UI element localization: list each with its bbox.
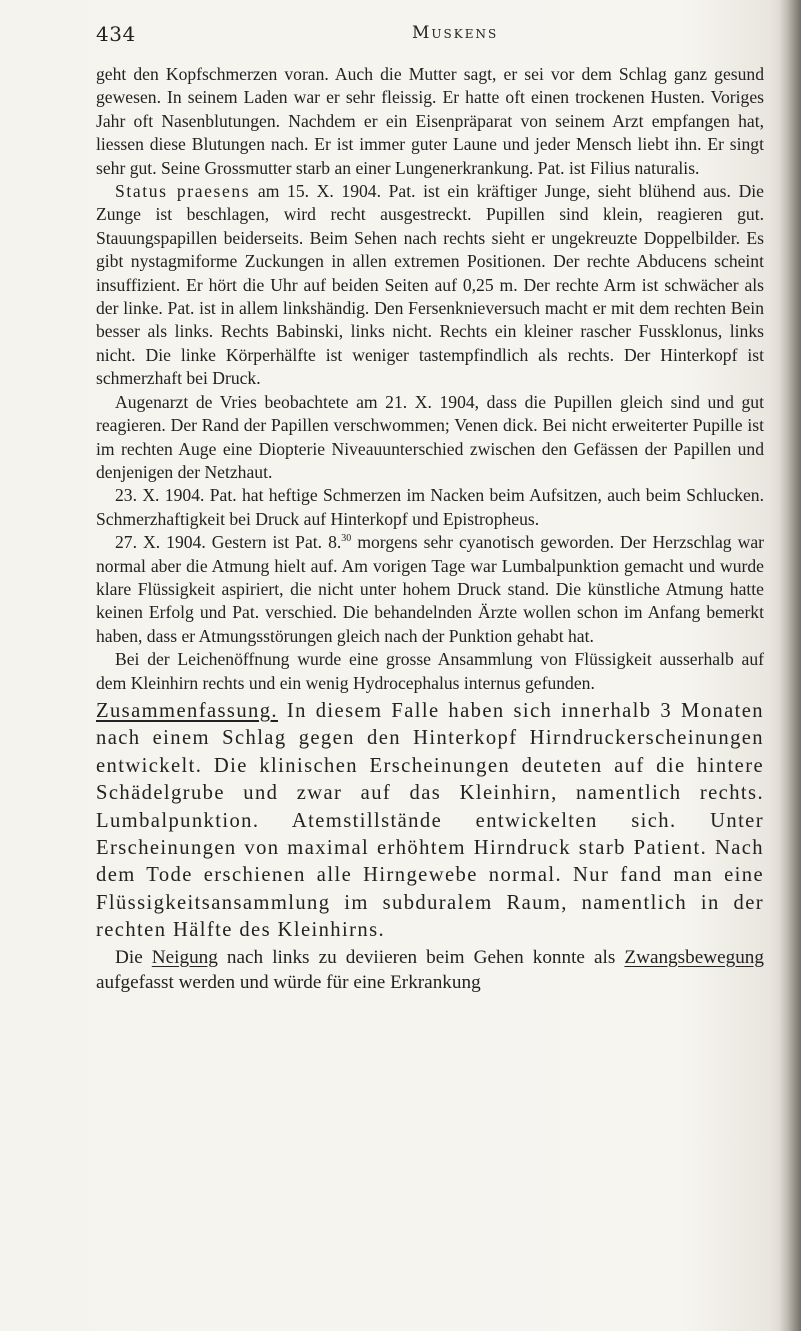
paragraph-entry-27-x: [96, 531, 764, 648]
entry-27-x-rest: morgens sehr cyanotisch geworden. Der Herzschlag war normal aber die Atmung hielt auf. Am vorigen Tage war Lumbalpunktion gemacht und wurde klare Flüssigkeit aspiriert, die nicht unter hohem Druck stand. Die künstliche Atmung hatte keinen Erfolg und Pat. verschied. Die behandelnden Ärzte wollen schon im Anfang bemerkt haben, dass er Atmungsstörungen gleich nach der Punktion gehabt hat.: [96, 532, 764, 646]
page-header: [96, 22, 736, 46]
summary-text: In diesem Falle haben sich innerhalb 3 Monaten nach einem Schlag gegen den Hinterkopf Hirndruckerscheinungen entwickelt. Die klinischen Erscheinungen deuteten auf die hintere Schädelgrube und zwar auf das Kleinhirn, namentlich rechts. Lumbalpunktion. Atemstillstände entwickelten sich. Unter Erscheinungen von maximal erhöhtem Hirndruck starb Patient. Nach dem Tode erschienen alle Hirngewebe normal. Nur fand man eine Flüssigkeitsansammlung im subduralem Raum, namentlich in der rechten Hälfte des Kleinhirns.: [96, 699, 764, 942]
paragraph-history: geht den Kopfschmerzen voran. Auch die Mutter sagt, er sei vor dem Schlag ganz gesund gewesen. In seinem Laden war er sehr fleissig. Er hatte oft einen trockenen Husten. Voriges Jahr oft Nasenblutungen. Nachdem er ein Eisenpräparat von seinem Arzt empfangen hat, liessen diese Blutungen nach. Er ist immer guter Laune und jeder Mensch liebt ihn. Er singt sehr gut. Seine Grossmutter starb an einer Lungenerkrankung. Pat. ist Filius naturalis.: [96, 64, 764, 178]
paragraph-status-praesens: [96, 180, 764, 391]
time-superscript: 30: [341, 533, 352, 545]
paragraph-summary: [96, 698, 764, 945]
body-text: [96, 63, 764, 995]
page-edge-shadow: [779, 0, 801, 1331]
status-praesens-text: am 15. X. 1904. Pat. ist ein kräftiger Junge, sieht blühend aus. Die Zunge ist beschlagen, wird recht ausgestreckt. Pupillen sind klein, reagieren gut. Stauungspapillen beiderseits. Beim Sehen nach rechts sieht er ungekreuzte Doppelbilder. Es gibt nystagmiforme Zuckungen in allen extremen Positionen. Der rechte Abducens scheint insuffizient. Er hört die Uhr auf beiden Seiten auf 0,25 m. Der rechte Arm ist schwächer als der linke. Pat. ist in allem linkshändig. Den Fersenknieversuch macht er mit dem rechten Bein besser als links. Rechts Babinski, links nicht. Rechts ein kleiner rascher Fussklonus, links nicht. Die linke Körperhälfte ist weniger tastempfindlich als rechts. Der Hinterkopf ist schmerzhaft bei Druck.: [96, 181, 764, 389]
emphasis-neigung: Neigung: [151, 946, 218, 968]
deviation-middle: nach links zu deviieren beim Gehen konnte als: [217, 946, 625, 968]
paragraph-deviation: [96, 945, 764, 995]
paragraph-autopsy: Bei der Leichenöffnung wurde eine grosse Ansammlung von Flüssigkeit ausserhalb auf dem Kleinhirn rechts und ein wenig Hydrocephalus internus gefunden.: [96, 649, 764, 693]
entry-27-x-start: 27. X. 1904. Gestern ist Pat. 8.: [115, 532, 342, 553]
running-head: Muskens: [412, 23, 499, 43]
paragraph-entry-23-x: 23. X. 1904. Pat. hat heftige Schmerzen im Nacken beim Aufsitzen, auch beim Schlucken. Schmerzhaftigkeit bei Druck auf Hinterkopf und Epistropheus.: [96, 485, 764, 529]
deviation-start: Die: [115, 946, 152, 968]
emphasis-zwangsbewegung: Zwangsbewegung: [624, 946, 764, 968]
paragraph-ophthalmology: Augenarzt de Vries beobachtete am 21. X. 1904, dass die Pupillen gleich sind und gut reagieren. Der Rand der Papillen verschwommen; Venen dick. Bei nicht erweiterter Pupille ist im rechten Auge eine Diopterie Niveauunterschied zwischen den Gefässen der Papillen und denjenigen der Netzhaut.: [96, 391, 764, 482]
page-number: 434: [96, 22, 136, 46]
status-praesens-heading: Status praesens: [115, 181, 251, 202]
deviation-end: aufgefasst werden und würde für eine Erkrankung: [96, 971, 481, 993]
summary-heading: Zusammenfassung.: [96, 699, 278, 722]
